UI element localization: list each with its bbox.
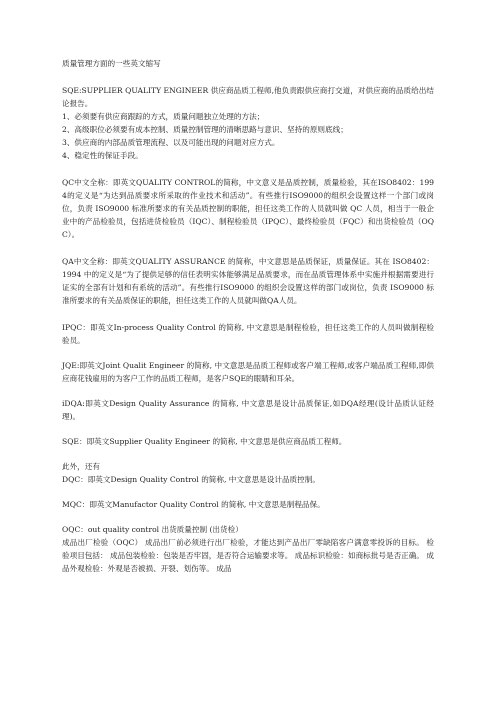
sqe-point-1: 1、必须要有供应商跟踪的方式，质量问题独立处理的方法； <box>62 112 265 121</box>
document-page <box>62 57 434 575</box>
oqc-heading: OQC：out quality control 出货质量控制 (出货检） <box>62 525 243 534</box>
also-line: 此外，还有 <box>62 462 100 471</box>
sqe-point-3: 3、供应商的内部品质管理流程、以及可能出现的问题对应方式。 <box>62 138 280 147</box>
spacer <box>62 347 434 359</box>
oqc-paragraph: 成品出厂检验（OQC） 成品出厂前必须进行出厂检验，才能达到产品出厂零缺陷客户满意零投诉的目标。 检验项目包括： 成品包装检验：包装是否牢固，是否符合运输要求等。 成品标识检验：如商标批号是否正确。 成品外观检验：外观是否被损、开裂、划伤等。 成品 <box>62 538 434 573</box>
dqc-paragraph: DQC：即英文Design Quality Control 的简称, 中文意思是设计品质控制。 <box>62 475 320 484</box>
spacer <box>62 385 434 397</box>
sqe-paragraph: SQE：即英文Supplier Quality Engineer 的简称, 中文意思是供应商品质工程师。 <box>62 437 347 446</box>
ipqc-paragraph: IPQC：即英文In-process Quality Control 的简称, 中文意思是制程检验，担任这类工作的人员叫做制程检验员。 <box>62 323 434 345</box>
spacer <box>62 486 434 498</box>
spacer <box>62 70 434 84</box>
qa-paragraph: QA中文全称：即英文QUALITY ASSURANCE 的简称，中文意思是品质保证，质量保证。其在 ISO8402：1994 中的定义是“为了提供足够的信任表明实体能够满足品质要求，而在品质管理体系中实施并根据需要进行证实的全部有计划和有系统的活动”。有些推行ISO9000 的组织会设置这样的部门或岗位，负责 ISO9000 标准所要求的有关品质保证的职能，担任这类工作的人员就叫做QA人员。 <box>62 257 434 305</box>
spacer <box>62 511 434 523</box>
idqa-paragraph: iDQA:即英文Design Quality Assurance 的简称, 中文意思是设计品质保证,如DQA经理(设计品质认证经理)。 <box>62 399 434 421</box>
sqe-point-2: 2、高级职位必须要有成本控制、质量控制管理的清晰思路与意识、坚持的原则底线； <box>62 125 348 134</box>
qc-paragraph: QC中文全称：即英文QUALITY CONTROL的简称，中文意义是品质控制，质量检验，其在ISO8402：1994的定义是“为达到品质要求所采取的作业技术和活动”。有些推行ISO9000的组织会设置这样一个部门或岗位，负责 ISO9000 标准所要求的有关品质控制的职能，担任这类工作的人员就叫做 QC 人员，相当于一般企业中的产品检验员，包括进货检验员（IQC）、制程检验员（IPQC）、最终检验员（FQC）和出货检验员（OQC）。 <box>62 178 434 239</box>
spacer <box>62 307 434 321</box>
document-title: 质量管理方面的一些英文缩写 <box>62 59 161 68</box>
mqc-paragraph: MQC：即英文Manufactor Quality Control 的简称, 中文意思是制程品保。 <box>62 500 325 509</box>
sqe-point-4: 4、稳定性的保证手段。 <box>62 151 143 160</box>
spacer <box>62 423 434 435</box>
sqe-intro-paragraph: SQE:SUPPLIER QUALITY ENGINEER 供应商品质工程师,他负责跟供应商打交道，对供应商的品质给出结论报告。 <box>62 86 434 108</box>
spacer <box>62 241 434 255</box>
spacer <box>62 162 434 176</box>
spacer <box>62 448 434 460</box>
jqe-paragraph: JQE:即英文Joint Qualit Engineer 的简称, 中文意思是品质工程师或客户端工程师,或客户端品质工程师,即供应商花钱雇用的为客户工作的品质工程师，是客户SQE的眼睛和耳朵。 <box>62 361 434 383</box>
